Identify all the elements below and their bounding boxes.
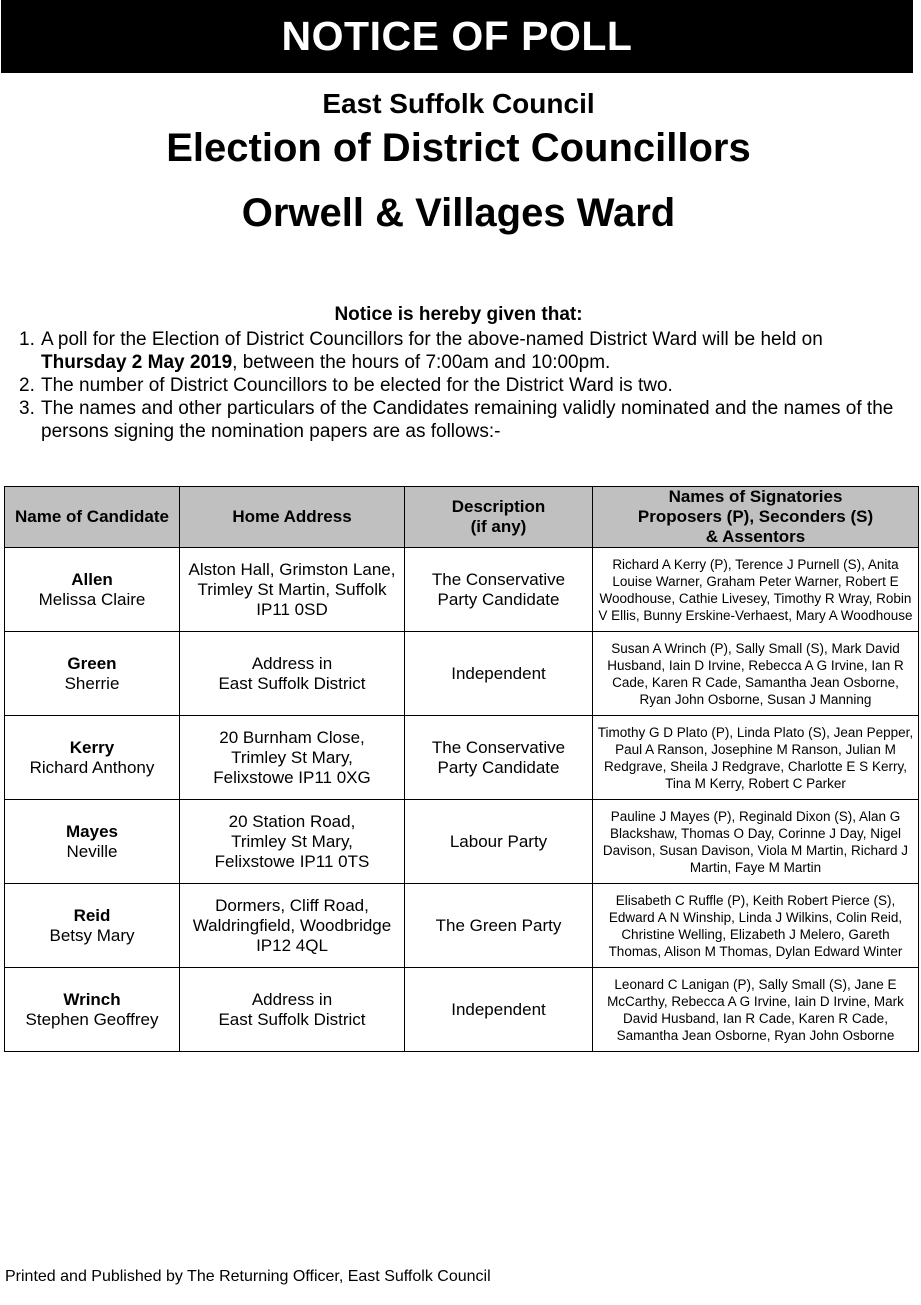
poll-hours: , between the hours of 7:00am and 10:00pm.: [232, 352, 611, 373]
candidate-signatories-cell: Pauline J Mayes (P), Reginald Dixon (S), Alan G Blackshaw, Thomas O Day, Corinne J Day, Nigel Davison, Susan Davison, Viola M Martin, Richard J Martin, Faye M Martin: [593, 800, 919, 884]
candidate-address-cell: Address in East Suffolk District: [180, 968, 405, 1052]
election-title: Election of District Councillors: [166, 126, 751, 170]
candidate-surname: Green: [67, 653, 117, 673]
candidate-signatories-cell: Susan A Wrinch (P), Sally Small (S), Mark David Husband, Iain D Irvine, Rebecca A G Irvine, Ian R Cade, Karen R Cade, Samantha Jean Osborne, Ryan John Osborne, Susan J Manning: [593, 632, 919, 716]
candidate-name-cell: [5, 968, 180, 1052]
notice-list: [19, 328, 899, 443]
imprint-footer: Printed and Published by The Returning Officer, East Suffolk Council: [5, 1268, 491, 1285]
candidate-forenames: Melissa Claire: [38, 589, 146, 609]
candidate-name-cell: [5, 632, 180, 716]
poll-date: Thursday 2 May 2019: [41, 352, 233, 373]
candidate-address-cell: Address in East Suffolk District: [180, 632, 405, 716]
table-header-row: [5, 487, 919, 548]
table-row: [5, 884, 919, 968]
candidate-forenames: Neville: [66, 841, 118, 861]
candidate-surname: Kerry: [69, 737, 115, 757]
candidate-description-cell: Independent: [405, 632, 593, 716]
candidate-surname: Wrinch: [63, 989, 121, 1009]
candidate-signatories-cell: Timothy G D Plato (P), Linda Plato (S), Jean Pepper, Paul A Ranson, Josephine M Ranson, Julian M Redgrave, Sheila J Redgrave, Charlotte E S Kerry, Tina M Kerry, Robert C Parker: [593, 716, 919, 800]
page-title: NOTICE OF POLL: [281, 13, 633, 59]
notice-item: [19, 397, 899, 443]
candidate-address-cell: Dormers, Cliff Road, Waldringfield, Woodbridge IP12 4QL: [180, 884, 405, 968]
candidate-name-cell: [5, 800, 180, 884]
poll-statement: A poll for the Election of District Councillors for the above-named District Ward will be held on: [41, 329, 823, 350]
notice-item-text: [41, 328, 899, 374]
candidates-table: [4, 486, 919, 1052]
table-row: [5, 968, 919, 1052]
table-row: [5, 548, 919, 632]
candidate-forenames: Betsy Mary: [49, 925, 135, 945]
candidate-forenames: Sherrie: [64, 673, 120, 693]
candidate-forenames: Richard Anthony: [29, 757, 155, 777]
column-header-signatories: Names of Signatories Proposers (P), Seconders (S) & Assentors: [593, 487, 919, 548]
notice-item-text: The number of District Councillors to be elected for the District Ward is two.: [41, 375, 673, 396]
column-header-description: Description (if any): [405, 487, 593, 548]
table-row: [5, 716, 919, 800]
notice-item: [19, 328, 899, 374]
candidate-description-cell: Labour Party: [405, 800, 593, 884]
candidate-surname: Allen: [71, 569, 113, 589]
candidate-signatories-cell: Leonard C Lanigan (P), Sally Small (S), Jane E McCarthy, Rebecca A G Irvine, Iain D Irvine, Mark David Husband, Ian R Cade, Karen R Cade, Samantha Jean Osborne, Ryan John Osborne: [593, 968, 919, 1052]
candidate-address-cell: 20 Burnham Close, Trimley St Mary, Felixstowe IP11 0XG: [180, 716, 405, 800]
candidate-surname: Mayes: [66, 821, 118, 841]
notice-heading: Notice is hereby given that:: [334, 304, 583, 325]
ward-title: Orwell & Villages Ward: [241, 191, 676, 235]
notice-item-number: 3.: [19, 398, 35, 419]
candidate-address-cell: 20 Station Road, Trimley St Mary, Felixstowe IP11 0TS: [180, 800, 405, 884]
candidate-address-cell: Alston Hall, Grimston Lane, Trimley St Martin, Suffolk IP11 0SD: [180, 548, 405, 632]
notice-item-number: 2.: [19, 375, 35, 396]
candidate-description-cell: The Conservative Party Candidate: [405, 548, 593, 632]
candidate-forenames: Stephen Geoffrey: [25, 1009, 159, 1029]
candidate-signatories-cell: Richard A Kerry (P), Terence J Purnell (S), Anita Louise Warner, Graham Peter Warner, Robert E Woodhouse, Cathie Livesey, Timothy R Wray, Robin V Ellis, Bunny Erskine-Verhaest, Mary A Woodhouse: [593, 548, 919, 632]
council-name: East Suffolk Council: [322, 88, 595, 119]
table-row: [5, 800, 919, 884]
candidate-name-cell: [5, 548, 180, 632]
notice-item: [19, 374, 899, 397]
candidate-signatories-cell: Elisabeth C Ruffle (P), Keith Robert Pierce (S), Edward A N Winship, Linda J Wilkins, Colin Reid, Christine Welling, Elizabeth J Melero, Gareth Thomas, Alison M Thomas, Dylan Edward Winter: [593, 884, 919, 968]
candidate-name-cell: [5, 884, 180, 968]
candidate-surname: Reid: [73, 905, 111, 925]
notice-item-number: 1.: [19, 329, 35, 350]
table-row: [5, 632, 919, 716]
notice-item-text: The names and other particulars of the Candidates remaining validly nominated and the names of the persons signing the nomination papers are as follows:-: [41, 398, 894, 442]
column-header-name: Name of Candidate: [5, 487, 180, 548]
candidate-description-cell: The Conservative Party Candidate: [405, 716, 593, 800]
candidate-description-cell: Independent: [405, 968, 593, 1052]
candidate-description-cell: The Green Party: [405, 884, 593, 968]
candidate-name-cell: [5, 716, 180, 800]
column-header-address: Home Address: [180, 487, 405, 548]
notice-title-bar: [1, 0, 913, 73]
